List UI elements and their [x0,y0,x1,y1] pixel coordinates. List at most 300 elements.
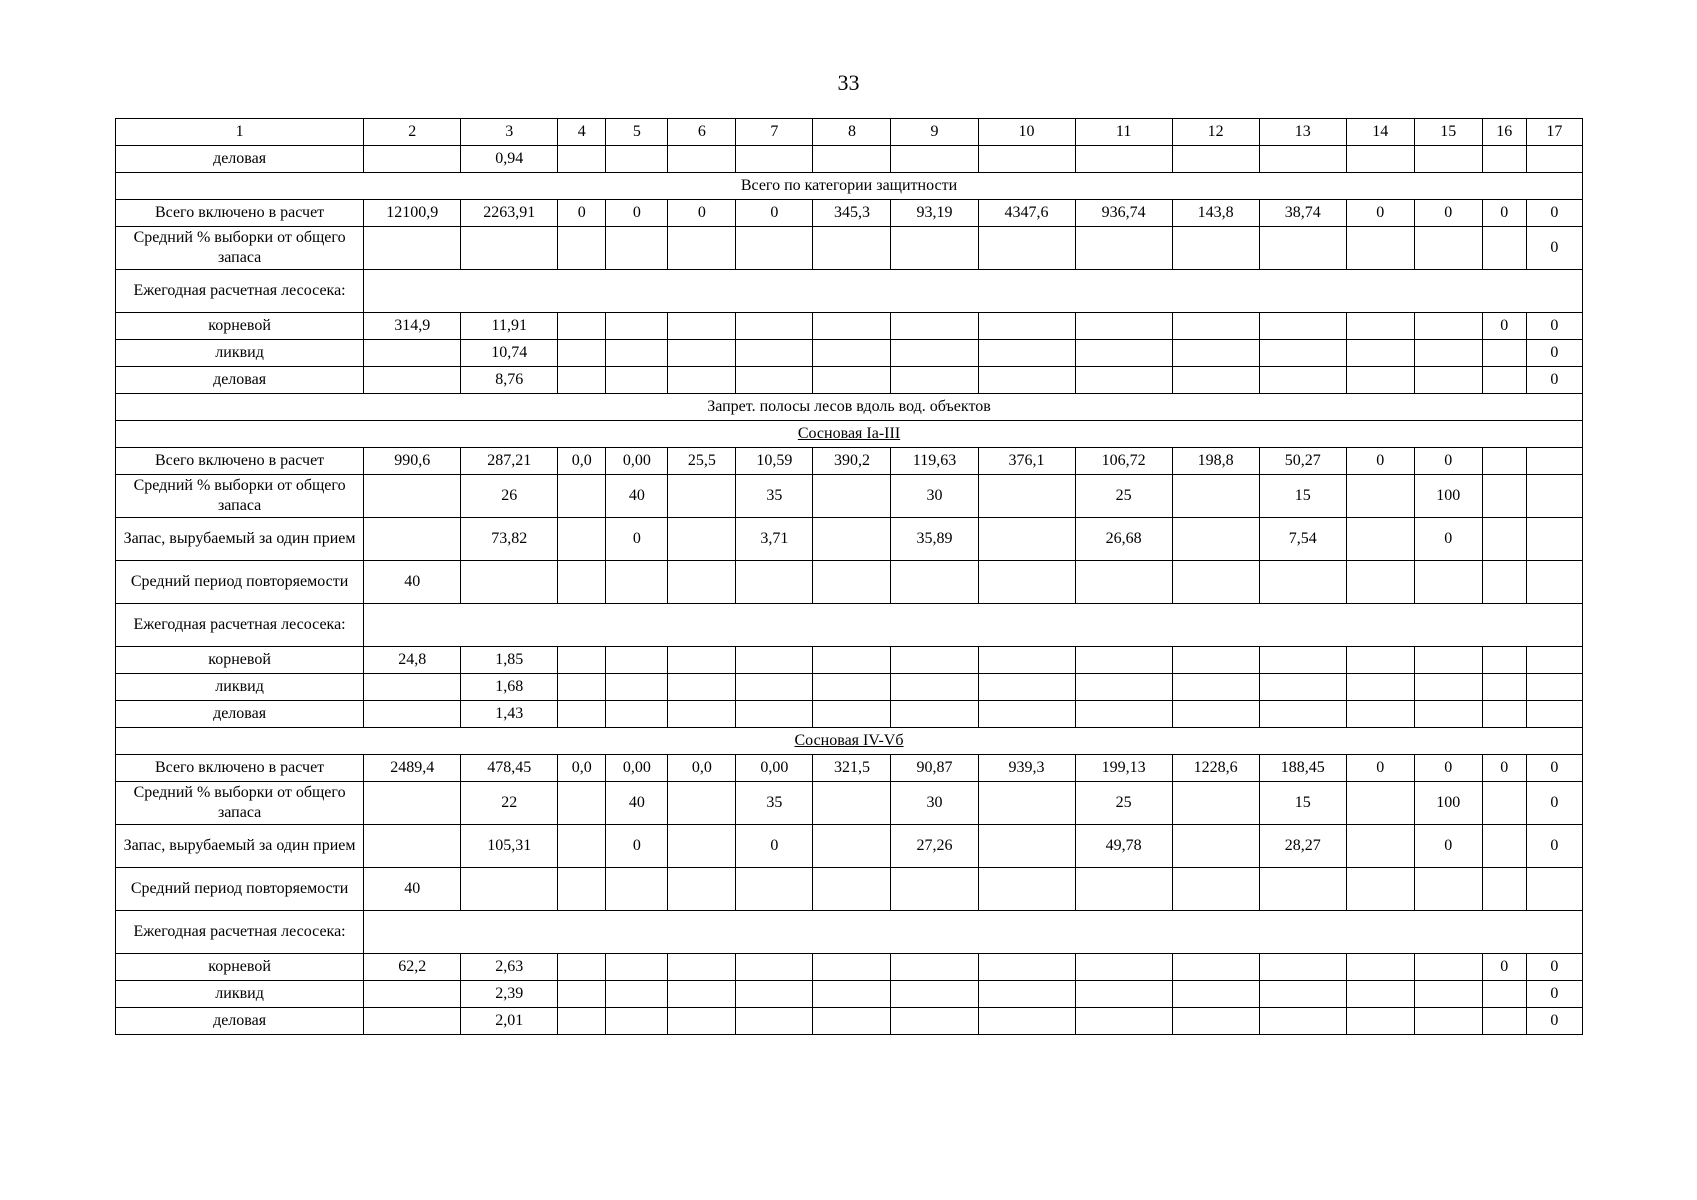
value-cell [978,647,1075,674]
value-cell [1259,561,1346,604]
value-cell [1259,367,1346,394]
value-cell [1414,313,1482,340]
value-cell [1259,954,1346,981]
value-cell: 0,00 [736,755,813,782]
value-cell: 0,0 [558,448,606,475]
table-row [116,448,1583,475]
value-cell [813,367,891,394]
value-cell [668,367,736,394]
value-cell [891,701,978,728]
value-cell: 2,01 [461,1008,558,1035]
value-cell [1075,868,1172,911]
value-cell [1172,868,1259,911]
row-label: Всего включено в расчет [116,448,364,475]
value-cell [891,868,978,911]
value-cell [606,313,668,340]
value-cell [1482,647,1526,674]
value-cell [1075,981,1172,1008]
value-cell [364,674,461,701]
value-cell [1482,674,1526,701]
value-cell [1346,674,1414,701]
value-cell: 0 [1526,1008,1582,1035]
value-cell [1482,701,1526,728]
value-cell [1414,868,1482,911]
value-cell [668,674,736,701]
value-cell [736,1008,813,1035]
value-cell [813,313,891,340]
value-cell [1346,146,1414,173]
table-row [116,340,1583,367]
value-cell: 26,68 [1075,518,1172,561]
value-cell: 11,91 [461,313,558,340]
value-cell [1172,367,1259,394]
value-cell: 0,00 [606,755,668,782]
value-cell [668,868,736,911]
value-cell: 0 [1346,200,1414,227]
table-row [116,701,1583,728]
value-cell [558,825,606,868]
value-cell [1172,782,1259,825]
value-cell: 0 [606,825,668,868]
value-cell [1259,674,1346,701]
column-number-cell: 15 [1414,119,1482,146]
value-cell [813,647,891,674]
value-cell [606,340,668,367]
value-cell [606,868,668,911]
row-label: Средний % выборки от общего запаса [116,475,364,518]
value-cell [978,313,1075,340]
value-cell [1172,981,1259,1008]
value-cell: 2489,4 [364,755,461,782]
value-cell [978,475,1075,518]
value-cell [1526,647,1582,674]
value-cell [668,313,736,340]
value-cell: 1,68 [461,674,558,701]
value-cell [1482,825,1526,868]
value-cell: 28,27 [1259,825,1346,868]
value-cell [364,782,461,825]
table-row [116,146,1583,173]
value-cell [1414,340,1482,367]
value-cell: 0 [606,518,668,561]
label-row [116,270,1583,313]
value-cell [1482,367,1526,394]
value-cell [978,701,1075,728]
value-cell [813,782,891,825]
column-number-cell: 7 [736,119,813,146]
value-cell [558,674,606,701]
value-cell [606,146,668,173]
value-cell [813,954,891,981]
value-cell [813,146,891,173]
value-cell: 0 [1526,782,1582,825]
value-cell [1346,475,1414,518]
value-cell [1172,701,1259,728]
value-cell [1346,782,1414,825]
value-cell [558,868,606,911]
table-row [116,1008,1583,1035]
value-cell: 30 [891,475,978,518]
value-cell: 2,39 [461,981,558,1008]
value-cell [1482,561,1526,604]
value-cell [1075,561,1172,604]
value-cell [1482,518,1526,561]
value-cell [1259,227,1346,270]
value-cell [736,146,813,173]
value-cell [1526,868,1582,911]
value-cell: 100 [1414,782,1482,825]
value-cell: 0 [1482,755,1526,782]
value-cell [1259,146,1346,173]
value-cell: 105,31 [461,825,558,868]
value-cell [1346,954,1414,981]
value-cell: 93,19 [891,200,978,227]
value-cell: 314,9 [364,313,461,340]
value-cell [1414,954,1482,981]
value-cell [978,340,1075,367]
value-cell [813,475,891,518]
value-cell: 0 [1482,200,1526,227]
value-cell [668,954,736,981]
section-title: Запрет. полосы лесов вдоль вод. объектов [116,394,1583,421]
row-label: Средний % выборки от общего запаса [116,782,364,825]
value-cell [1414,647,1482,674]
value-cell [1172,561,1259,604]
value-cell [1414,561,1482,604]
value-cell: 287,21 [461,448,558,475]
value-cell [1172,954,1259,981]
table-row [116,200,1583,227]
value-cell [364,518,461,561]
value-cell: 0 [736,825,813,868]
value-cell [1482,340,1526,367]
row-label: Всего включено в расчет [116,755,364,782]
forest-data-table [115,118,1583,1035]
value-cell [978,782,1075,825]
value-cell [558,475,606,518]
value-cell [606,954,668,981]
value-cell [1346,340,1414,367]
value-cell: 990,6 [364,448,461,475]
value-cell [1482,475,1526,518]
value-cell: 0 [1526,227,1582,270]
value-cell: 35,89 [891,518,978,561]
value-cell: 376,1 [978,448,1075,475]
value-cell [1172,340,1259,367]
value-cell [1526,518,1582,561]
value-cell: 0 [1414,448,1482,475]
value-cell [891,647,978,674]
value-cell [891,340,978,367]
section-title: Сосновая IV-Vб [116,728,1583,755]
value-cell: 0 [1526,313,1582,340]
value-cell: 0,00 [606,448,668,475]
value-cell [813,701,891,728]
value-cell [606,981,668,1008]
value-cell: 188,45 [1259,755,1346,782]
value-cell [1414,981,1482,1008]
value-cell: 0,0 [558,755,606,782]
value-cell [736,981,813,1008]
value-cell [736,367,813,394]
value-cell: 1228,6 [1172,755,1259,782]
value-cell: 10,74 [461,340,558,367]
value-cell: 15 [1259,475,1346,518]
value-cell [364,825,461,868]
value-cell [668,146,736,173]
value-cell: 478,45 [461,755,558,782]
value-cell [1075,313,1172,340]
value-cell [1075,367,1172,394]
value-cell [668,647,736,674]
row-label: деловая [116,701,364,728]
value-cell [668,782,736,825]
section-title: Сосновая Ia-III [116,421,1583,448]
row-label: корневой [116,647,364,674]
value-cell [364,475,461,518]
value-cell [558,313,606,340]
table-row [116,868,1583,911]
row-label: Средний период повторяемости [116,561,364,604]
value-cell [736,647,813,674]
value-cell [736,868,813,911]
value-cell [1482,868,1526,911]
value-cell: 27,26 [891,825,978,868]
value-cell [1172,647,1259,674]
value-cell [1482,981,1526,1008]
value-cell [1526,475,1582,518]
value-cell [1482,1008,1526,1035]
value-cell [1346,367,1414,394]
value-cell [1414,1008,1482,1035]
value-cell [736,954,813,981]
value-cell [606,647,668,674]
table-row [116,954,1583,981]
value-cell [1259,701,1346,728]
table-row [116,313,1583,340]
value-cell: 50,27 [1259,448,1346,475]
value-cell: 0 [1414,200,1482,227]
table-row [116,647,1583,674]
row-label: Ежегодная расчетная лесосека: [116,270,364,313]
value-cell [1172,227,1259,270]
value-cell [606,367,668,394]
value-cell [1075,954,1172,981]
value-cell: 143,8 [1172,200,1259,227]
row-label: Средний % выборки от общего запаса [116,227,364,270]
value-cell [978,868,1075,911]
value-cell [1172,518,1259,561]
value-cell: 73,82 [461,518,558,561]
row-label: корневой [116,313,364,340]
value-cell: 0,94 [461,146,558,173]
value-cell [1172,1008,1259,1035]
merged-empty-cell [364,911,1583,954]
column-number-cell: 14 [1346,119,1414,146]
value-cell [461,561,558,604]
value-cell [558,1008,606,1035]
label-row [116,911,1583,954]
value-cell: 25 [1075,475,1172,518]
value-cell: 38,74 [1259,200,1346,227]
value-cell: 100 [1414,475,1482,518]
value-cell: 106,72 [1075,448,1172,475]
value-cell [364,1008,461,1035]
value-cell [1346,313,1414,340]
value-cell [736,340,813,367]
value-cell [813,825,891,868]
value-cell: 0 [1346,755,1414,782]
value-cell [364,340,461,367]
value-cell: 0 [1414,825,1482,868]
table-row [116,367,1583,394]
value-cell [1346,518,1414,561]
value-cell: 12100,9 [364,200,461,227]
value-cell: 0 [606,200,668,227]
value-cell [891,954,978,981]
section-header-row [116,173,1583,200]
column-number-cell: 12 [1172,119,1259,146]
value-cell [813,1008,891,1035]
value-cell: 0 [1414,755,1482,782]
value-cell [1346,981,1414,1008]
column-number-cell: 5 [606,119,668,146]
value-cell [978,825,1075,868]
value-cell: 15 [1259,782,1346,825]
value-cell: 7,54 [1259,518,1346,561]
row-label: ликвид [116,674,364,701]
value-cell [1526,146,1582,173]
column-number-cell: 17 [1526,119,1582,146]
value-cell [1346,825,1414,868]
row-label: Ежегодная расчетная лесосека: [116,911,364,954]
value-cell [1259,981,1346,1008]
value-cell: 90,87 [891,755,978,782]
value-cell [1482,448,1526,475]
value-cell [978,954,1075,981]
row-label: деловая [116,367,364,394]
value-cell: 939,3 [978,755,1075,782]
value-cell [978,367,1075,394]
value-cell: 0 [1414,518,1482,561]
value-cell [606,227,668,270]
value-cell: 0 [1526,340,1582,367]
value-cell [364,981,461,1008]
value-cell [1482,227,1526,270]
value-cell: 936,74 [1075,200,1172,227]
column-number-cell: 4 [558,119,606,146]
column-number-cell: 10 [978,119,1075,146]
value-cell [891,981,978,1008]
value-cell [558,701,606,728]
value-cell [558,981,606,1008]
value-cell [813,868,891,911]
value-cell [1482,782,1526,825]
value-cell [978,518,1075,561]
value-cell [558,782,606,825]
value-cell: 0 [1526,954,1582,981]
value-cell [1414,146,1482,173]
value-cell [891,674,978,701]
value-cell [668,825,736,868]
value-cell [891,367,978,394]
value-cell: 4347,6 [978,200,1075,227]
value-cell [668,1008,736,1035]
row-label: корневой [116,954,364,981]
value-cell [364,146,461,173]
value-cell [1526,448,1582,475]
value-cell [1075,340,1172,367]
row-label: ликвид [116,981,364,1008]
row-label: Запас, вырубаемый за один прием [116,518,364,561]
value-cell: 8,76 [461,367,558,394]
value-cell [558,146,606,173]
value-cell [1346,647,1414,674]
merged-empty-cell [364,270,1583,313]
row-label: деловая [116,146,364,173]
column-number-cell: 1 [116,119,364,146]
value-cell [1346,1008,1414,1035]
value-cell [736,674,813,701]
value-cell [813,674,891,701]
column-number-row [116,119,1583,146]
row-label: Всего включено в расчет [116,200,364,227]
table-row [116,227,1583,270]
value-cell [1346,868,1414,911]
value-cell: 2263,91 [461,200,558,227]
label-row [116,604,1583,647]
value-cell [736,313,813,340]
value-cell: 0 [1526,825,1582,868]
value-cell: 0 [1526,981,1582,1008]
value-cell: 0 [668,200,736,227]
value-cell [1526,701,1582,728]
section-header-row [116,728,1583,755]
value-cell: 26 [461,475,558,518]
value-cell: 1,43 [461,701,558,728]
table-row [116,981,1583,1008]
value-cell [891,561,978,604]
value-cell [1259,313,1346,340]
value-cell [978,146,1075,173]
value-cell [668,340,736,367]
value-cell [1075,146,1172,173]
value-cell [558,647,606,674]
value-cell: 49,78 [1075,825,1172,868]
table-row [116,674,1583,701]
value-cell [978,674,1075,701]
value-cell [558,227,606,270]
value-cell [1075,1008,1172,1035]
value-cell [364,701,461,728]
value-cell [891,313,978,340]
merged-empty-cell [364,604,1583,647]
value-cell: 25 [1075,782,1172,825]
value-cell: 40 [606,475,668,518]
value-cell [1172,313,1259,340]
value-cell [668,227,736,270]
row-label: ликвид [116,340,364,367]
value-cell [606,674,668,701]
value-cell: 40 [606,782,668,825]
value-cell: 25,5 [668,448,736,475]
table-row [116,782,1583,825]
value-cell: 199,13 [1075,755,1172,782]
value-cell [891,146,978,173]
value-cell: 0 [1482,313,1526,340]
value-cell: 40 [364,561,461,604]
column-number-cell: 3 [461,119,558,146]
